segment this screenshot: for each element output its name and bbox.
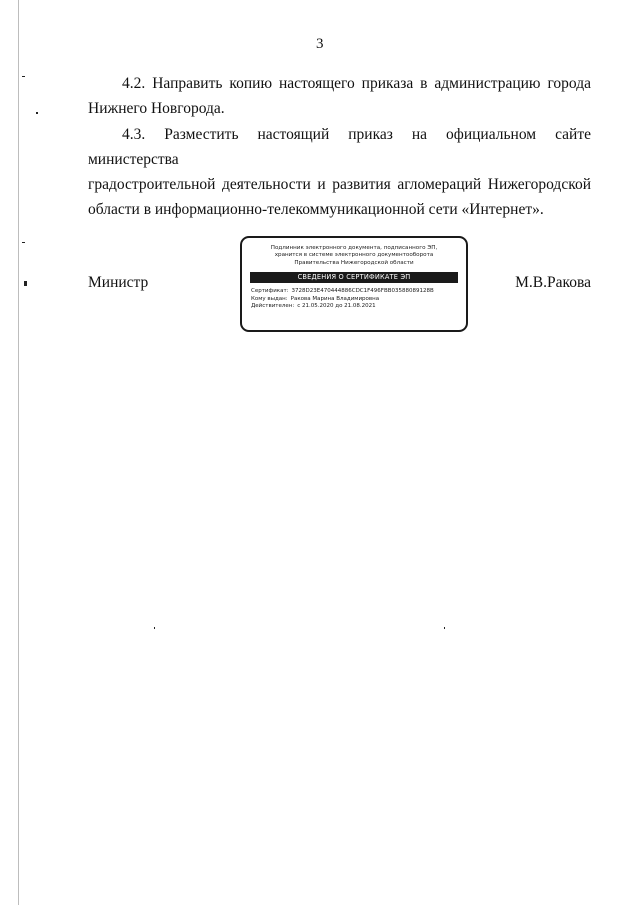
issued-to-value: Ракова Марина Владимировна (290, 295, 380, 302)
paragraph-4-3 (88, 122, 591, 222)
paragraph-line: области в информационно-телекоммуникационной сети «Интернет». (88, 201, 544, 218)
paragraph-line: 4.2. Направить копию настоящего приказа в администрацию города (122, 75, 591, 92)
scan-speck (24, 281, 27, 286)
scan-speck (22, 242, 25, 243)
stamp-header-line: Правительства Нижегородской области (294, 259, 414, 266)
paragraph-line: Нижнего Новгорода. (88, 100, 225, 117)
paragraph-line: градостроительной деятельности и развития агломераций Нижегородской (88, 176, 591, 193)
stamp-header (242, 245, 466, 267)
stamp-details (251, 288, 466, 311)
scan-speck (22, 76, 25, 77)
electronic-signature-stamp (240, 236, 468, 332)
stamp-certificate-row (251, 288, 466, 296)
issued-to-label: Кому выдан: (251, 295, 288, 302)
paragraph-line: 4.3. Разместить настоящий приказ на официальном сайте министерства (88, 126, 591, 168)
scan-margin-line (18, 0, 19, 905)
page-number: 3 (316, 36, 324, 52)
scan-speck (444, 627, 445, 629)
stamp-header-line: хранится в системе электронного документооборота (274, 252, 434, 259)
validity-value: с 21.05.2020 до 21.08.2021 (297, 303, 376, 310)
stamp-certificate-bar: СВЕДЕНИЯ О СЕРТИФИКАТЕ ЭП (250, 272, 458, 283)
scan-speck (154, 627, 155, 629)
validity-label: Действителен: (251, 303, 295, 310)
certificate-value: 3728D23E470444886CDC1F496FBB03588089128B (291, 288, 434, 295)
signer-name: М.В.Ракова (515, 274, 591, 291)
stamp-validity-row (251, 303, 466, 311)
signer-title: Министр (88, 274, 149, 291)
paragraph-4-2 (88, 71, 591, 121)
certificate-label: Сертификат: (251, 288, 289, 295)
scan-speck (36, 112, 38, 114)
stamp-header-line: Подлинник электронного документа, подписанного ЭП, (270, 245, 438, 251)
